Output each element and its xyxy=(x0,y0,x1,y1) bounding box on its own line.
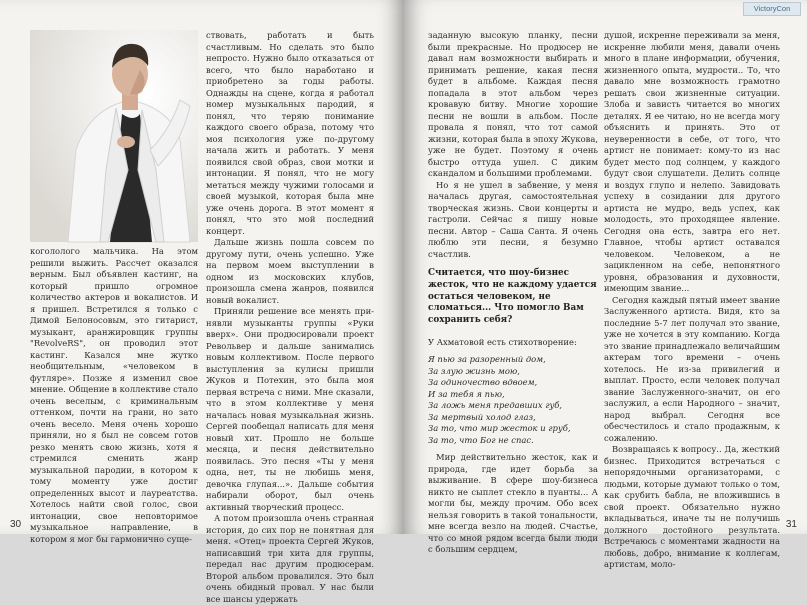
right-page xyxy=(404,0,807,569)
poem-line: За ложь меня предавших губ, xyxy=(428,400,563,411)
left-page-number: 30 xyxy=(10,519,22,530)
right-column-2 xyxy=(604,30,780,571)
poem-line: За мертвый холод глаз, xyxy=(428,411,536,422)
poem-line: И за тебя я пью, xyxy=(428,388,505,399)
paragraph: когололого мальчика. На этом решили выжить. Рассчет оказался верным. Был объявлен кастинг, на который пришло огромное количество актеров и вокалистов. И я пришел. Встретился я только с Димой Белоносовым, это гитарист, музыкант, аранжировщик группы "RevolveRS", он проводил этот кастинг. Казался мне жутко необщительным, «человеком в футляре». Позже я изменил свое мнение. Общение в коллективе стало очень веселым, с криминальным оттенком, почти на грани, но зато очень весело. Меня очень хорошо приняли, но я был не совсем готов резко менять свою жизнь, хотя я стремился сменить жанр музыкальной пародии, в котором к тому моменту уже достиг определенных высот и лауреатства. Хотелось найти свой голос, свои интонации, свое неповторимое музыкальное направление, в котором я мог бы гармонично суще- xyxy=(30,246,198,544)
poem-line: За то, что мир жесток и груб, xyxy=(428,423,571,434)
right-column-1 xyxy=(428,30,598,556)
paragraph: Мир действительно жесток, как и природа, где идет борьба за выживание. В сфере шоу-бизнеса никто не сыплет стекло в пуанты... А могли бы, между прочим. Обо всех нельзя говорить в такой тональности, мне всегда везло на людей. Счастье, что со мной рядом всегда были люди с большим сердцем, xyxy=(428,452,598,555)
singer-illustration xyxy=(30,30,198,242)
singer-photo xyxy=(30,30,198,242)
brand-label: VictoryCon xyxy=(743,2,801,16)
paragraph: Приняли решение все менять при-нявли музыканты группы «Руки вверх». Они продюсировали проект Револьвер и дальше занимались новым коллективом. После первого выступления за кулисы пришли Жуков и Потехин, это была моя первая встреча с ними. Мне сказали, что в этом коллективе у меня началась новая музыкальная жизнь. Сергей пообещал написать для меня новый хит. Прошло не больше месяца, и песня действительно появилась. Это песня «Ты у меня одна, нет, ты не любишь меня, девочка глупая...». Дальше события набирали оборот, был очень активный творческий процесс. xyxy=(206,306,374,512)
paragraph: Дальше жизнь пошла совсем по другому пути, очень успешно. Уже на первом моем выступлении в одном из московских клубов, произошла смена жанров, появился новый вокалист. xyxy=(206,237,374,305)
paragraph: заданную высокую планку, песни были прекрасные. Но продюсер не давал нам возможности выбирать и принимать решение, какая песня будет в альбоме. Каждая песня попадала в этот альбом через кровавую битву. Многие хорошие песни не вошли в альбом. После провала я понял, что тот самой жизни, которая была в эпоху Жукова, уже не будет. Поэтому я очень быстро оттуда ушел. С диким скандалом и большими проблемами. xyxy=(428,30,598,178)
paragraph: А потом произошла очень странная история, до сих пор не понятная для меня. «Отец» проекта Сергей Жуков, написавший три хита для группы, передал нас другим продюсерам. Второй альбом провалился. Это был очень обидный провал. У нас были все шансы удержать xyxy=(206,513,374,604)
right-page-number: 31 xyxy=(785,519,797,530)
interview-question: Считается, что шоу-бизнес жесток, что не каждому удается остаться человеком, не сломаться... Что помогло Вам сохранить себя? xyxy=(428,268,597,326)
paragraph: Сегодня каждый пятый имеет звание Заслуженного артиста. Видя, кто за последние 5-7 лет получал это звание, уже не хочется в эту компанию. Когда это звание принадлежало величайшим актерам того времени – очень хотелось. Не из-за привилегий и выплат. Просто, если человек получал звание Заслуженного-значит, он его заслужил, а если Народного – значит, народ выбрал. Сегодня все обесчестилось и стало продажным, к сожалению. xyxy=(604,294,780,443)
poem-line: За одиночество вдвоем, xyxy=(428,377,538,388)
left-column-2 xyxy=(206,30,374,605)
poem-line: За злую жизнь мою, xyxy=(428,365,520,376)
paragraph: Но я не ушел в забвение, у меня началась другая, самостоятельная творческая жизнь. Свои концерты и гастроли. Сейчас я пишу новые песни. Автор – Саша Санта. Я очень люблю эти песни, я безумно счастлив. xyxy=(428,179,598,259)
paragraph: душой, искренне переживали за меня, искренне любили меня, давали очень много в плане информации, обучения, жизненного опыта, мудрости.. То, что давало мне возможность грамотно решать свои жизненные ситуации. Злоба и зависть читается во многих деталях. Я ее читаю, но не всегда могу объяснить и принять. Это от неуверенности в себе, от того, что артист не понимает: кому-то из нас будет место под солнцем, у каждого будут свои слушатели. Делить солнце и воздух глупо и нелепо. Завидовать успеху в созидании для другого артиста не мудро, ведь успех, как молодость, это проходящее явление. Сегодня она есть, завтра его нет. Главное, чтобы артист оставался человеком. Человеком, а не зацикленном на себе, непонятного уровня, образования и духовности, имеющим звание... xyxy=(604,30,780,293)
poem-line: Я пью за разоренный дом, xyxy=(428,354,546,365)
poem-intro: У Ахматовой есть стихотворение: xyxy=(428,336,577,347)
left-page xyxy=(0,0,404,604)
left-column-1 xyxy=(30,246,198,545)
paragraph: ствовать, работать и быть счастливым. Но сделать это было непросто. Нужно было отказаться от всего, что было наработано и приобретено за годы работы. Однажды на сцене, когда я работал номер музыкальных пародий, я понял, что теряю понимание каждого своего образа, потому что моя психология уже по-другому начала жить и работать. У меня появился свой образ, свои мотки и интонации. Я понял, что не могу метаться между чужими голосами и своей музыкой, которая была мне уже очень дорога. В этот момент я понял, что это мой последний концерт. xyxy=(206,30,374,236)
paragraph: Возвращаясь к вопросу.. Да, жесткий бизнес. Приходится встречаться с непорядочными организаторами, с людьми, которые думают только о том, как срубить бабла, не вложившись в свой проект. Обязательно нужно вкладываться, иначе ты не получишь должного достойного результата. Встречаюсь с моментами жадности на любовь, добро, внимание к коллегам, артистам, моло- xyxy=(604,444,780,569)
poem-line: За то, что Бог не спас. xyxy=(428,434,534,445)
